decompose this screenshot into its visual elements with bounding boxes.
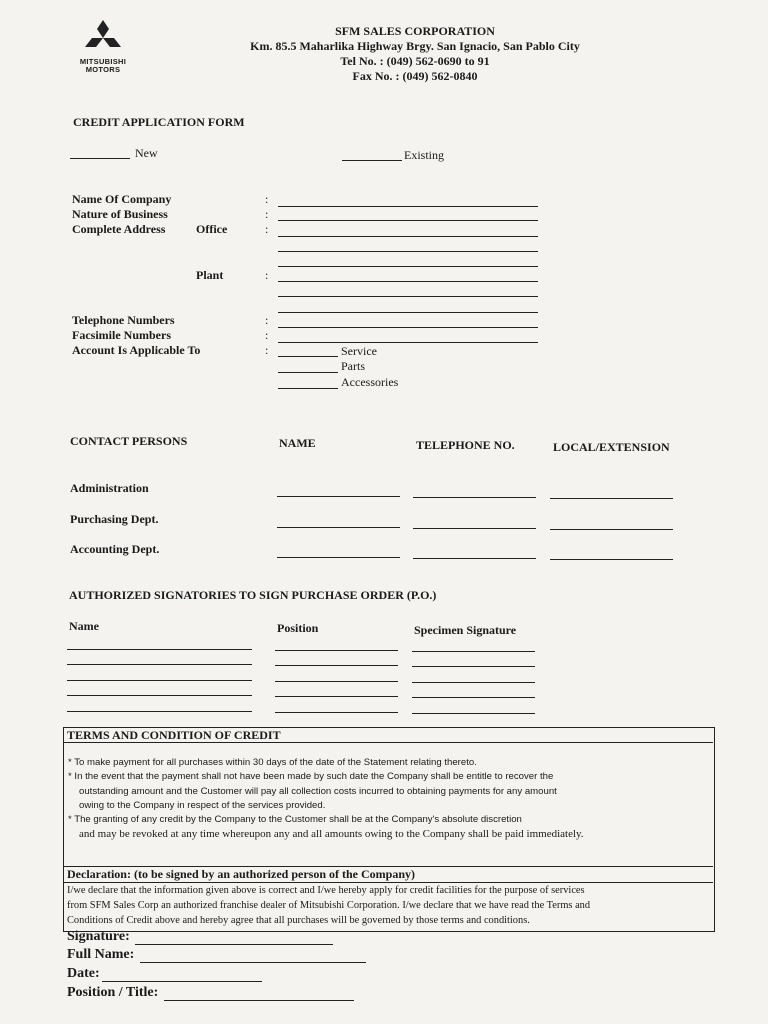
colon: : (265, 343, 269, 357)
administration-local-field[interactable] (550, 498, 673, 499)
company-name-field[interactable] (278, 206, 538, 207)
facsimile-numbers-field[interactable] (278, 342, 538, 343)
date-field[interactable] (102, 981, 262, 982)
contacts-col-name: NAME (279, 436, 316, 450)
logo-text-line2: MOTORS (85, 65, 121, 74)
signatory-signature-field[interactable] (412, 666, 535, 667)
position-title-field[interactable] (164, 1000, 354, 1001)
signatory-name-field[interactable] (67, 711, 252, 712)
signature-field[interactable] (135, 944, 333, 945)
parts-blank[interactable] (278, 372, 338, 373)
plant-address-field[interactable] (278, 312, 538, 313)
signatories-col-position: Position (277, 621, 319, 635)
company-header (240, 24, 590, 84)
signatory-position-field[interactable] (275, 681, 398, 682)
signatory-position-field[interactable] (275, 712, 398, 713)
signatories-title: AUTHORIZED SIGNATORIES TO SIGN PURCHASE ORDER (P.O.) (69, 588, 437, 602)
telephone-numbers-field[interactable] (278, 327, 538, 328)
company-address: Km. 85.5 Maharlika Highway Brgy. San Ignacio, San Pablo City (250, 39, 580, 53)
office-address-field[interactable] (278, 251, 538, 252)
declaration-title: Declaration: (to be signed by an authorized person of the Company) (67, 867, 415, 881)
label-account-applicable: Account Is Applicable To (72, 343, 201, 357)
terms-title: TERMS AND CONDITION OF CREDIT (67, 728, 281, 742)
signatory-name-field[interactable] (67, 695, 252, 696)
purchasing-local-field[interactable] (550, 529, 673, 530)
company-fax: Fax No. : (049) 562-0840 (352, 69, 478, 83)
signatory-signature-field[interactable] (412, 682, 535, 683)
contacts-col-local-extension: LOCAL/EXTENSION (553, 440, 670, 454)
office-address-field[interactable] (278, 266, 538, 267)
terms-line: owing to the Company in respect of the services provided. (79, 799, 326, 811)
terms-text (68, 756, 708, 842)
purchasing-telephone-field[interactable] (413, 528, 536, 529)
existing-label: Existing (404, 148, 445, 162)
office-address-field[interactable] (278, 236, 538, 237)
nature-of-business-field[interactable] (278, 220, 538, 221)
plant-address-field[interactable] (278, 281, 538, 282)
label-office: Office (196, 222, 228, 236)
accessories-blank[interactable] (278, 388, 338, 389)
signatory-name-field[interactable] (67, 680, 252, 681)
accounting-local-field[interactable] (550, 559, 673, 560)
label-telephone-numbers: Telephone Numbers (72, 313, 175, 327)
label-facsimile-numbers: Facsimile Numbers (72, 328, 171, 342)
plant-address-field[interactable] (278, 296, 538, 297)
signatory-position-field[interactable] (275, 696, 398, 697)
terms-line: and may be revoked at any time whereupon any and all amounts owing to the Company shall be paid immediately. (79, 828, 584, 841)
terms-line: * The granting of any credit by the Company to the Customer shall be at the Company's absolute discretion (68, 814, 522, 826)
company-name: SFM SALES CORPORATION (335, 24, 495, 38)
signatory-position-field[interactable] (275, 665, 398, 666)
new-blank[interactable] (70, 158, 130, 159)
signatory-name-field[interactable] (67, 664, 252, 665)
full-name-label: Full Name: (67, 947, 135, 962)
three-diamonds-icon (80, 20, 126, 56)
option-accessories: Accessories (341, 375, 399, 389)
declaration-line: I/we declare that the information given above is correct and I/we hereby apply for credit facilities for the purpose of services (67, 885, 585, 896)
position-title-label: Position / Title: (67, 985, 159, 1000)
accounting-name-field[interactable] (277, 557, 400, 558)
option-parts: Parts (341, 359, 365, 373)
declaration-text (67, 883, 709, 928)
label-plant: Plant (196, 268, 224, 282)
contact-row-label: Accounting Dept. (70, 542, 160, 556)
terms-line: * In the event that the payment shall not have been made by such date the Company shall be entitle to recover the (68, 771, 554, 783)
declaration-line: Conditions of Credit above and hereby agree that all purchases will be governed by those terms and conditions. (67, 915, 530, 926)
colon: : (265, 207, 269, 221)
signatory-name-field[interactable] (67, 649, 252, 650)
company-tel: Tel No. : (049) 562-0690 to 91 (340, 54, 490, 68)
administration-telephone-field[interactable] (413, 497, 536, 498)
option-service: Service (341, 344, 377, 358)
signature-label: Signature: (67, 929, 130, 944)
declaration-line: from SFM Sales Corp an authorized franchise dealer of Mitsubishi Corporation. I/we declare that we have read the Terms and (67, 900, 591, 911)
signatory-position-field[interactable] (275, 650, 398, 651)
administration-name-field[interactable] (277, 496, 400, 497)
service-blank[interactable] (278, 356, 338, 357)
contacts-title: CONTACT PERSONS (70, 434, 188, 448)
form-title: CREDIT APPLICATION FORM (73, 115, 245, 129)
full-name-field[interactable] (140, 962, 366, 963)
terms-line: outstanding amount and the Customer will pay all collection costs incurred to obtaining payments for any amount (79, 785, 557, 797)
accounting-telephone-field[interactable] (413, 558, 536, 559)
mitsubishi-logo (70, 20, 136, 74)
label-nature-of-business: Nature of Business (72, 207, 168, 221)
colon: : (265, 328, 269, 342)
new-label: New (135, 146, 158, 160)
contact-row-label: Purchasing Dept. (70, 512, 159, 526)
colon: : (265, 268, 269, 282)
existing-blank[interactable] (342, 160, 402, 161)
colon: : (265, 192, 269, 206)
contacts-col-telephone: TELEPHONE NO. (416, 438, 515, 452)
label-name-of-company: Name Of Company (72, 192, 172, 206)
date-label: Date: (67, 966, 100, 981)
signatories-col-signature: Specimen Signature (414, 623, 517, 637)
colon: : (265, 313, 269, 327)
terms-line: * To make payment for all purchases within 30 days of the date of the Statement relating thereto. (68, 757, 477, 768)
signatories-col-name: Name (69, 619, 99, 633)
signatory-signature-field[interactable] (412, 713, 535, 714)
label-complete-address: Complete Address (72, 222, 166, 236)
colon: : (265, 222, 269, 236)
logo-text-line1: MITSUBISHI (79, 57, 127, 66)
signatory-signature-field[interactable] (412, 651, 535, 652)
purchasing-name-field[interactable] (277, 527, 400, 528)
signatory-signature-field[interactable] (412, 697, 535, 698)
contact-row-label: Administration (70, 481, 149, 495)
